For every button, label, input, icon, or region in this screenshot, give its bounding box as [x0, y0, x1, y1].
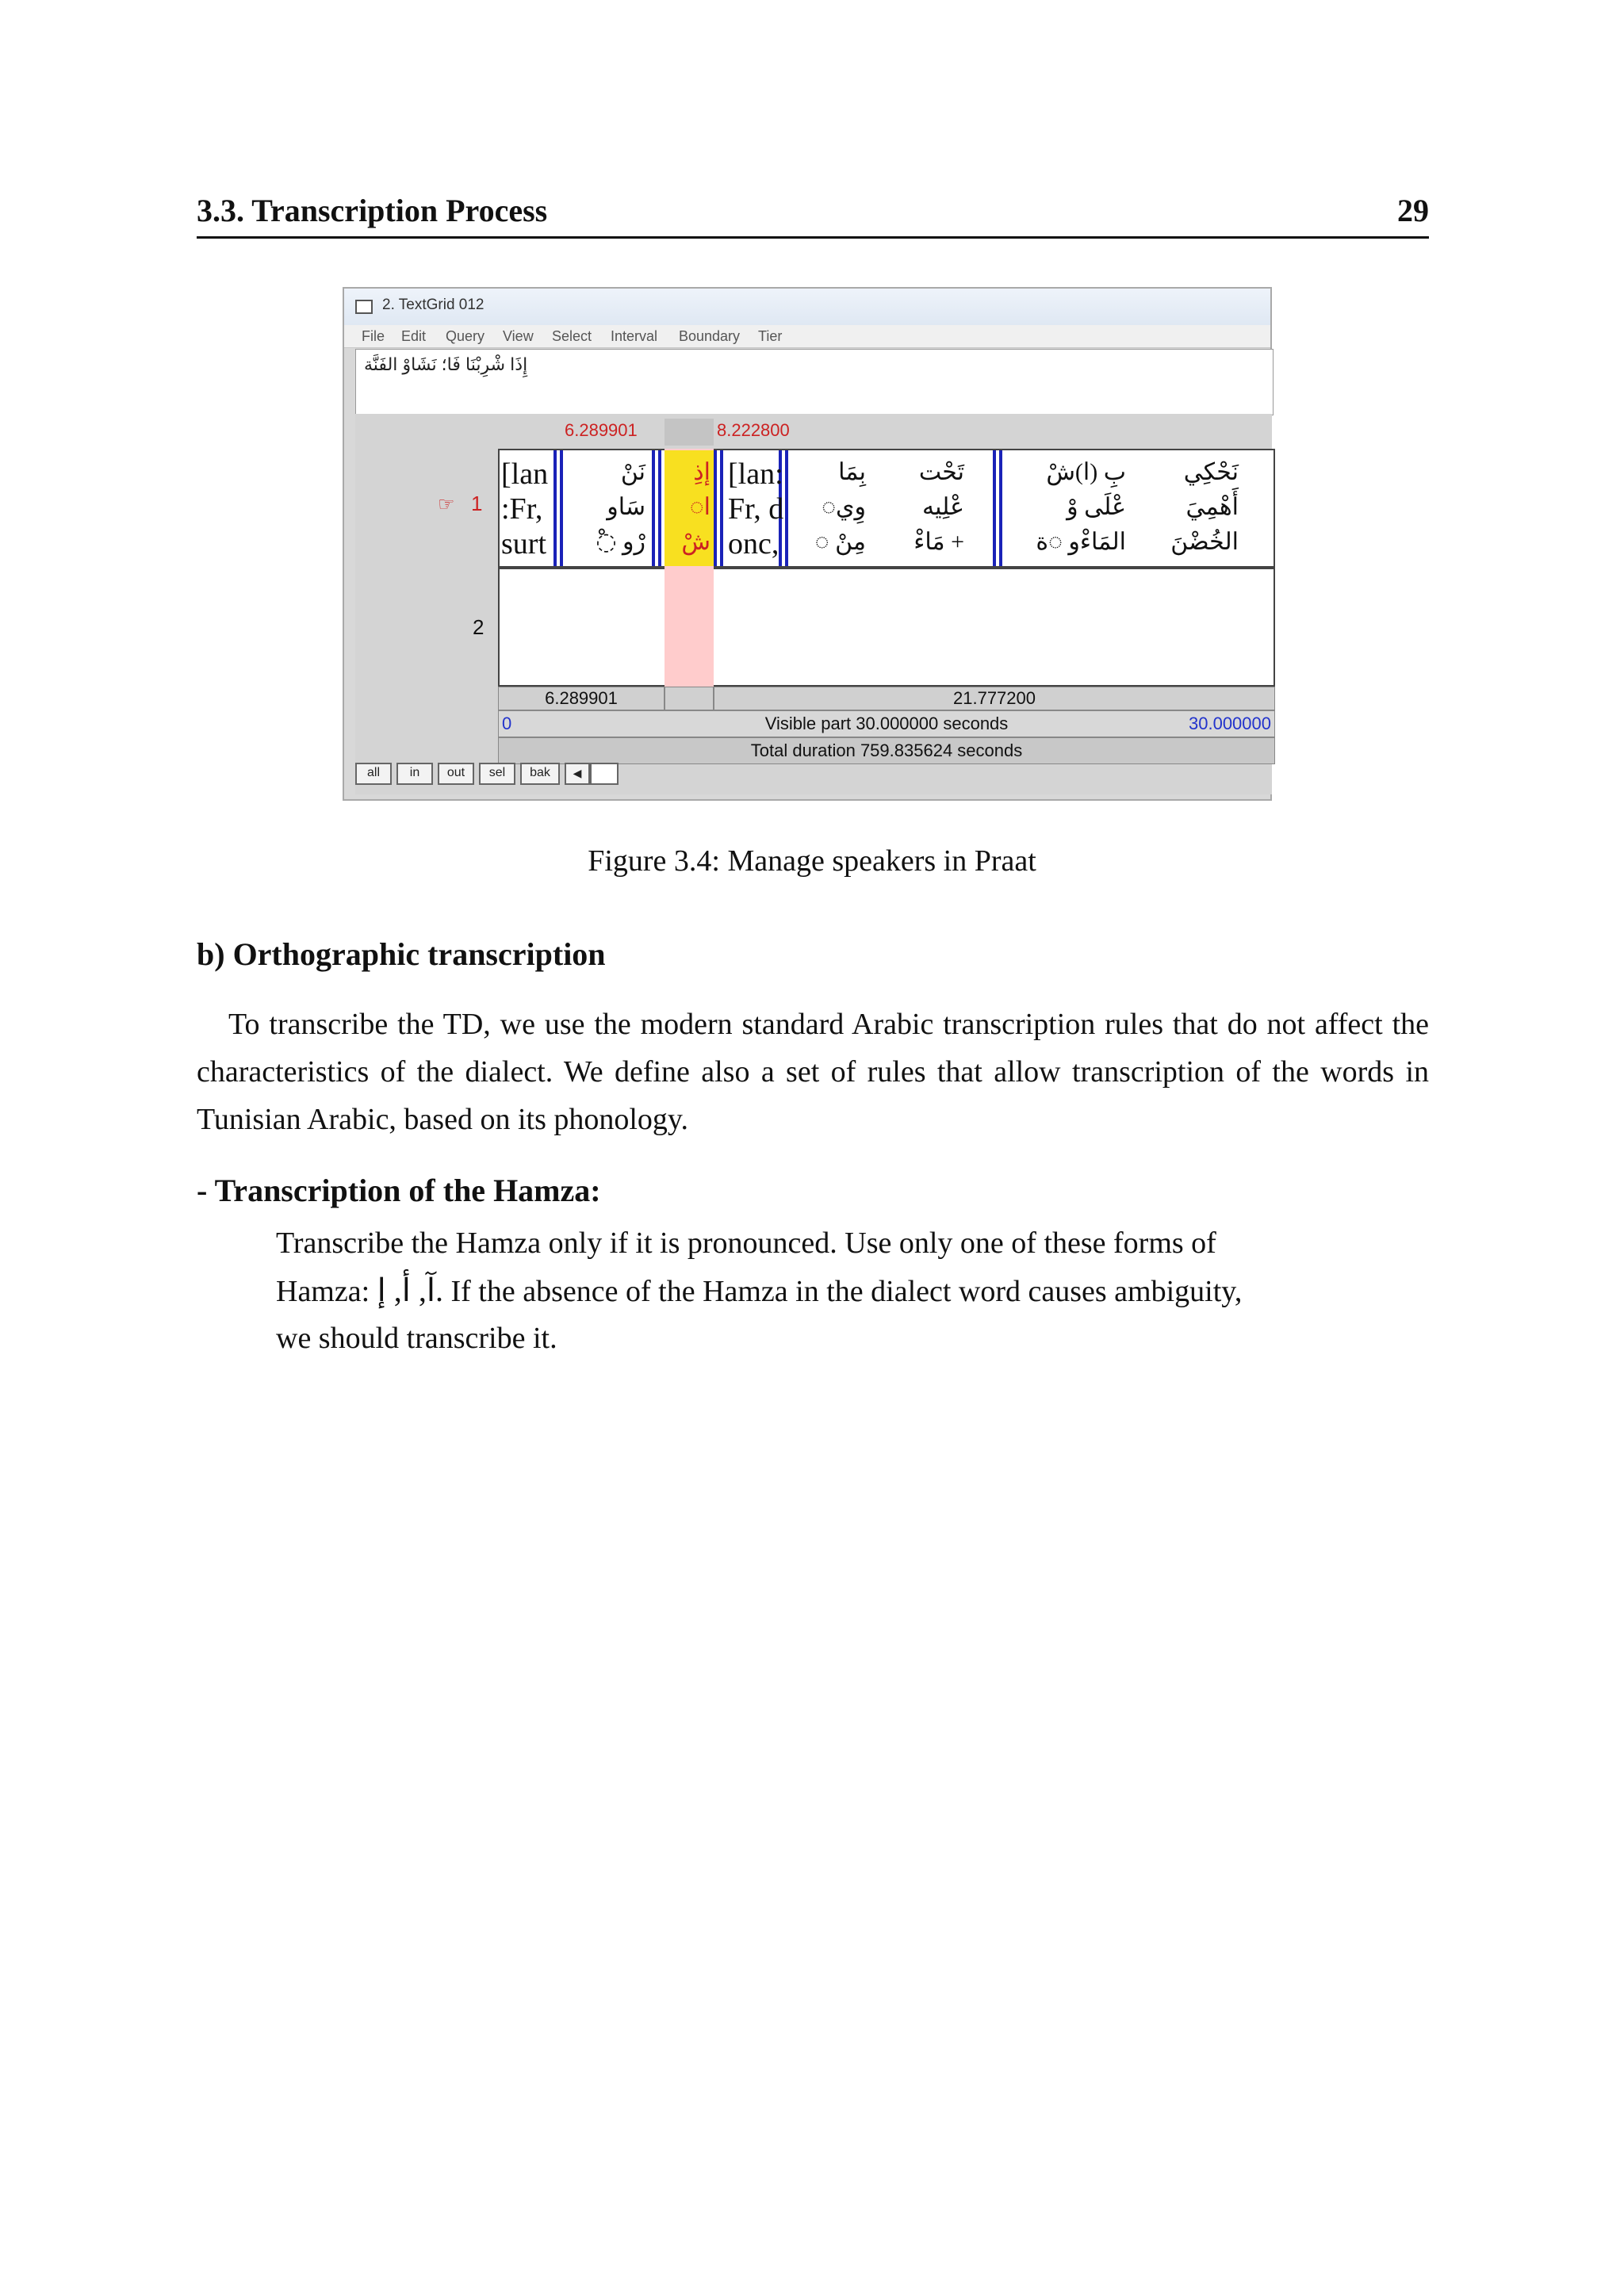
total-duration-bar[interactable]: Total duration 759.835624 seconds [498, 737, 1275, 764]
bak-button[interactable]: bak [520, 763, 560, 785]
menu-interval[interactable]: Interval [611, 328, 658, 344]
bullet-line-2-suffix: If the absence of the Hamza in the dialect word causes ambiguity, [450, 1275, 1243, 1308]
time-marker-right: 8.222800 [717, 420, 790, 440]
interval-text-line: الخُضْنَ [1170, 529, 1239, 555]
menu-select[interactable]: Select [552, 328, 592, 344]
menu-boundary[interactable]: Boundary [679, 328, 741, 344]
interval-text-line: المَاءْو ◌ة [1036, 529, 1126, 555]
menu-query[interactable]: Query [446, 328, 485, 344]
intro-paragraph: To transcribe the TD, we use the modern standard Arabic transcription rules that do not affect the characteristics of the dialect. We define also a set of rules that allow transcription of the words in Tunisian Arabic, based on its phonology. [197, 1008, 1429, 1136]
textgrid-editor [355, 414, 1272, 794]
tier-2-number: 2 [473, 615, 485, 639]
menu-edit[interactable]: Edit [401, 328, 427, 344]
praat-screenshot [343, 287, 1272, 801]
interval-text-line: أَهْمِيَ [1185, 494, 1239, 520]
boundary[interactable] [993, 450, 1002, 566]
visible-end: 30.000000 [1189, 714, 1271, 733]
interval-text-line: مِنْ ◌ [814, 529, 866, 555]
scrollbar-track[interactable] [590, 763, 619, 785]
interval-text-line: شْ [681, 529, 710, 555]
interval-text-line: Fr, d [728, 492, 784, 526]
interval-text-line: تَحْت [918, 459, 964, 485]
ruler-left-segment[interactable]: 6.289901 [498, 687, 665, 710]
window-titlebar [344, 289, 1270, 325]
time-marker-left: 6.289901 [565, 420, 638, 440]
ruler-right-segment[interactable]: 21.777200 [714, 687, 1275, 710]
bullet-line-2 [276, 1267, 1429, 1315]
visible-part-bar[interactable] [498, 710, 1275, 737]
menu-tier[interactable]: Tier [758, 328, 783, 344]
interval-text-line: onc, [728, 527, 779, 561]
window-icon [355, 300, 373, 314]
boundary[interactable] [652, 450, 661, 566]
figure-caption: Figure 3.4: Manage speakers in Praat [588, 844, 1036, 878]
ruler-selection-segment[interactable] [665, 687, 714, 710]
all-button[interactable]: all [355, 763, 392, 785]
interval-text-line: سَاو [607, 494, 645, 520]
out-button[interactable]: out [438, 763, 474, 785]
menu-file[interactable]: File [362, 328, 385, 344]
interval-text-line: عْلِيه [922, 494, 964, 520]
section-heading: b) Orthographic transcription [197, 936, 606, 972]
bullet-line-3: we should transcribe it. [276, 1322, 557, 1355]
boundary[interactable] [714, 450, 723, 566]
interval-text-line: بِمَا [838, 459, 866, 485]
menu-view[interactable]: View [503, 328, 534, 344]
interval-text-line: surt [501, 527, 546, 561]
interval-text-line: وِي◌ [822, 494, 866, 520]
interval-text-line: ا◌ [689, 494, 710, 520]
section-title: 3.3. Transcription Process [197, 193, 548, 228]
menu-bar [344, 325, 1270, 348]
page-number: 29 [1397, 193, 1429, 228]
bullet-line-2-prefix: Hamza: [276, 1275, 370, 1308]
interval-text-line: بِ (ا)شْ [1046, 459, 1126, 485]
in-button[interactable]: in [396, 763, 433, 785]
tier-2[interactable] [498, 568, 1275, 687]
interval-text-line: :Fr, [501, 492, 543, 526]
interval-text-line: + مَاءْ [914, 529, 964, 555]
bullet-line-1: Transcribe the Hamza only if it is pronounced. Use only one of these forms of [276, 1226, 1216, 1260]
selection-header [665, 419, 714, 446]
interval-text-field[interactable] [355, 349, 1274, 415]
interval-text-line: [lan [501, 457, 549, 491]
boundary[interactable] [553, 450, 563, 566]
interval-text-line: عْلَى وْ [1067, 494, 1126, 520]
interval-text-line: نَنْ [620, 459, 645, 485]
tier-1-number: 1 [471, 492, 483, 515]
interval-text-line: رْو ◌ْ [596, 529, 645, 555]
interval-text-line: إذِ [693, 459, 710, 485]
interval-text: إِذَا شْرِبْنَا فَا؛ نَشَاوْ الفَنَّة [364, 354, 528, 374]
interval-text-line: [lan: [728, 457, 783, 491]
running-header [197, 192, 1429, 239]
bullet-heading: - Transcription of the Hamza: [197, 1173, 601, 1208]
window-title: 2. TextGrid 012 [382, 297, 485, 313]
visible-part-label: Visible part 30.000000 seconds [764, 714, 1009, 733]
visible-start: 0 [502, 714, 512, 733]
scroll-left-icon[interactable]: ◀ [565, 763, 590, 785]
pointing-hand-icon: ☞ [438, 494, 455, 515]
interval-text-line: نَحْكِي [1183, 459, 1239, 485]
sel-button[interactable]: sel [479, 763, 515, 785]
hamza-forms: آ, أ, إ. [377, 1272, 443, 1308]
